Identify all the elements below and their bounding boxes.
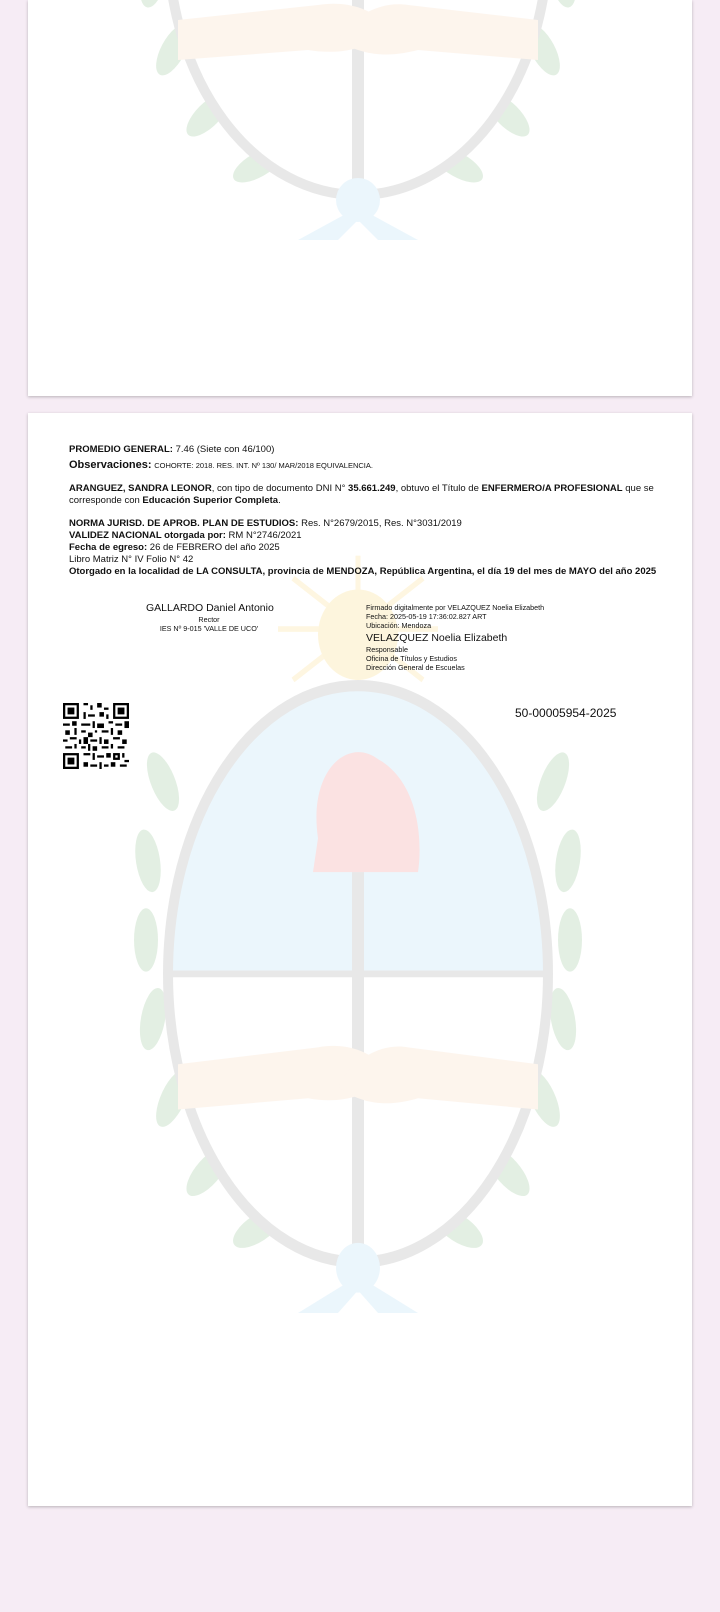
graduate-name: ARANGUEZ, SANDRA LEONOR xyxy=(69,483,212,494)
digital-signature-note: Firmado digitalmente por VELAZQUEZ Noelia Elizabeth xyxy=(366,603,545,612)
graduate-dni: 35.661.249 xyxy=(348,483,396,494)
otorgado-line: Otorgado en la localidad de LA CONSULTA, provincia de MENDOZA, República Argentina, el día 19 del mes de MAYO del año 2025 xyxy=(69,566,657,577)
signer-name: VELAZQUEZ Noelia Elizabeth xyxy=(366,632,508,644)
document-code: 50-00005954-2025 xyxy=(515,706,617,720)
observaciones-line xyxy=(69,459,373,472)
education-level: Educación Superior Completa xyxy=(142,495,279,506)
signer-role: Responsable xyxy=(366,645,408,654)
graduate-title: ENFERMERO/A PROFESIONAL xyxy=(481,483,623,494)
validez-value: RM N°2746/2021 xyxy=(225,530,302,541)
validez-line xyxy=(69,530,302,542)
promedio-label: PROMEDIO GENERAL: xyxy=(69,444,173,455)
graduate-text: corresponde con xyxy=(69,495,143,506)
signer-role: Rector xyxy=(198,615,220,624)
signer-name: GALLARDO Daniel Antonio xyxy=(146,602,274,614)
signer-institution: IES Nº 9-015 'VALLE DE UCO' xyxy=(159,624,259,633)
promedio-value: 7.46 (Siete con 46/100) xyxy=(175,444,275,455)
validez-label: VALIDEZ NACIONAL otorgada por: xyxy=(69,530,226,541)
graduate-line-2 xyxy=(69,495,281,507)
egreso-line xyxy=(69,542,280,554)
observaciones-label: Observaciones: xyxy=(69,459,152,471)
graduate-text: , obtuvo el Título de xyxy=(395,483,482,494)
signature-date: Fecha: 2025-05-19 17:36:02.827 ART xyxy=(366,612,487,621)
signer-office: Oficina de Títulos y Estudios xyxy=(366,654,457,663)
norma-label: NORMA JURISD. DE APROB. PLAN DE ESTUDIOS: xyxy=(69,518,299,529)
signer-direction: Dirección General de Escuelas xyxy=(366,663,465,672)
norma-value: Res. N°2679/2015, Res. N°3031/2019 xyxy=(298,518,462,529)
observaciones-value: COHORTE: 2018. RES. INT. Nº 130/ MAR/2018 EQUIVALENCIA. xyxy=(154,461,373,470)
coat-of-arms-watermark xyxy=(118,0,598,240)
libro-line: Libro Matriz N° IV Folio N° 42 xyxy=(69,554,194,565)
graduate-text: que se xyxy=(622,483,654,494)
signature-location: Ubicación: Mendoza xyxy=(366,621,432,630)
graduate-text: . xyxy=(278,495,281,506)
signature-right xyxy=(366,603,544,672)
promedio-line xyxy=(69,444,274,456)
certificate-page-1 xyxy=(28,0,692,396)
qr-code[interactable] xyxy=(63,703,129,769)
graduate-text: , con tipo de documento DNI N° xyxy=(211,483,349,494)
signature-left xyxy=(146,602,272,633)
certificate-page-2 xyxy=(28,413,692,1506)
norma-line xyxy=(69,518,462,530)
egreso-value: 26 de FEBRERO del año 2025 xyxy=(147,542,280,553)
graduate-line-1 xyxy=(69,483,654,495)
egreso-label: Fecha de egreso: xyxy=(69,542,148,553)
